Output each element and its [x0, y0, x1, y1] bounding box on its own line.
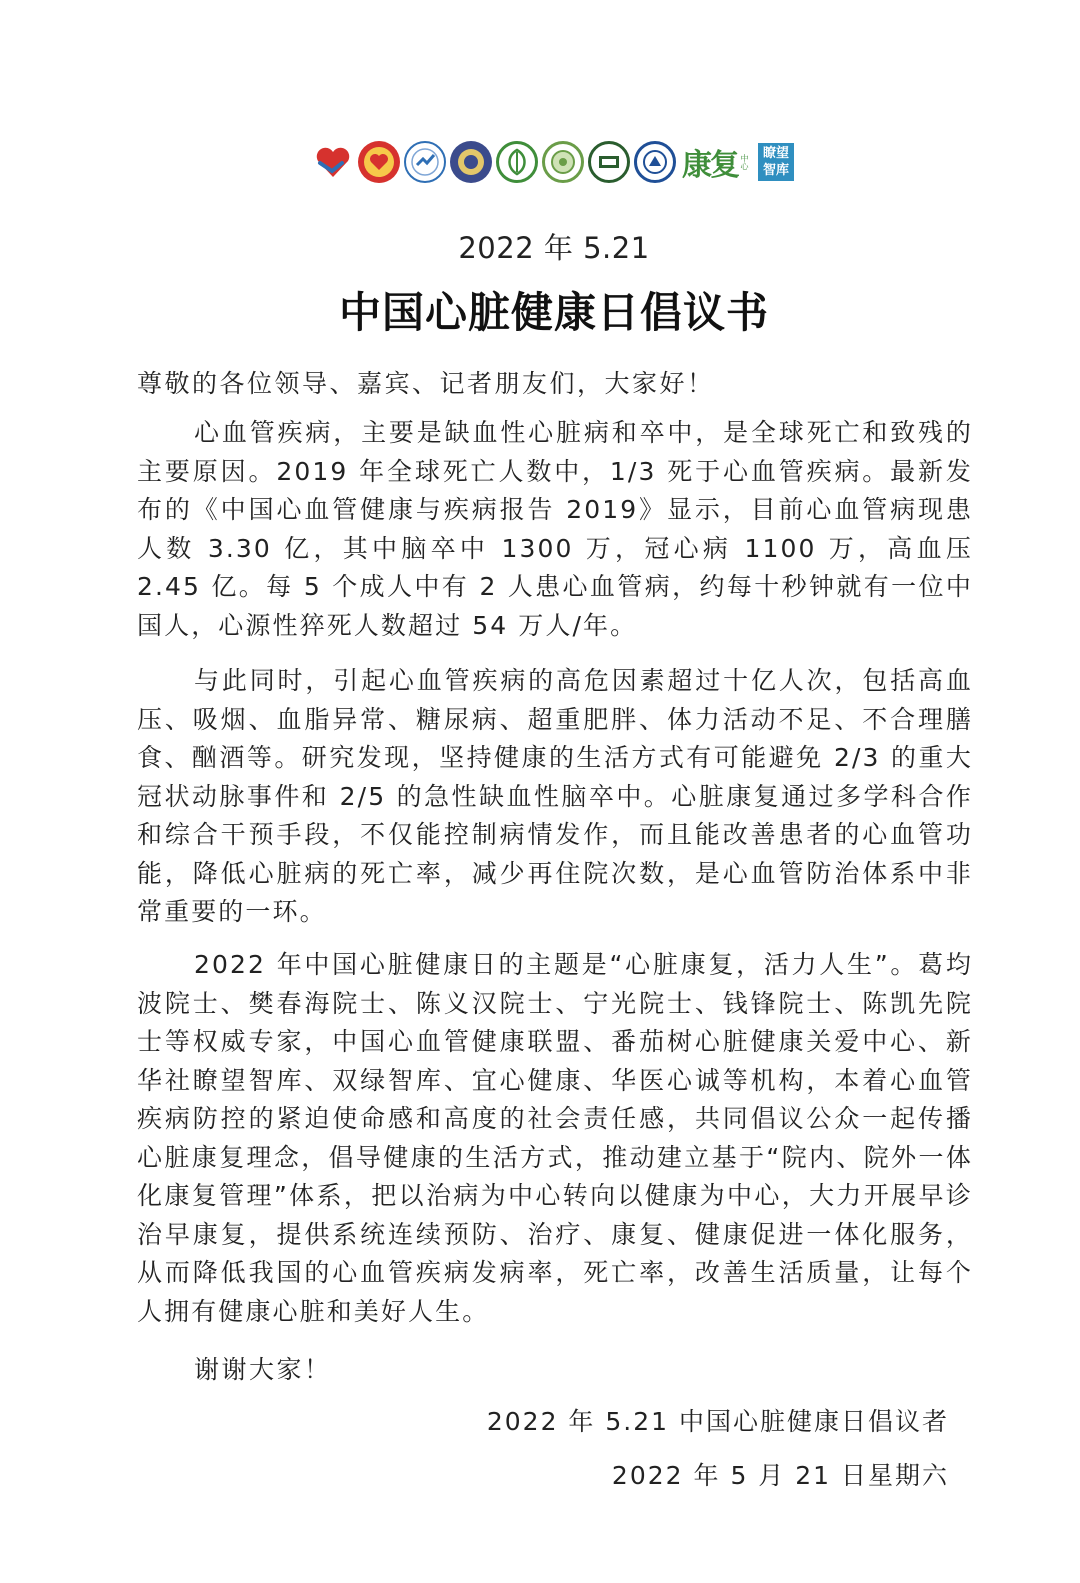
greeting: 尊敬的各位领导、嘉宾、记者朋友们，大家好！	[137, 369, 715, 398]
purple-seal-logo	[450, 141, 492, 183]
page-title: 中国心脏健康日倡议书	[338, 288, 769, 337]
signature: 2022 年 5.21 中国心脏健康日倡议者	[486, 1407, 949, 1436]
red-heart-badge-logo	[358, 141, 400, 183]
header-date: 2022 年 5.21	[458, 231, 650, 265]
kangfu-logo	[682, 141, 750, 183]
thanks: 谢谢大家！	[194, 1355, 332, 1384]
blue-university-seal-logo	[634, 141, 676, 183]
logo-strip	[312, 138, 802, 186]
paragraph-1: 心血管疾病，主要是缺血性心脏病和卒中，是全球死亡和致残的主要原因。2019 年全球死亡人数中，1/3 死于心血管疾病。最新发布的《中国心血管健康与疾病报告 2019》显示，目前心血管病现患人数 3.30 亿，其中脑卒中 1300 万，冠心病 1100 万，高血压 2.45 亿。每 5 个成人中有 2 人患心血管病，约每十秒钟就有一位中国人，心源性猝死人数超过 54 万人/年。	[137, 418, 973, 640]
paragraph-3: 2022 年中国心脏健康日的主题是“心脏康复，活力人生”。葛均波院士、樊春海院士、陈义汉院士、宁光院士、钱锋院士、陈凯先院士等权威专家，中国心血管健康联盟、番茄树心脏健康关爱中心、新华社瞭望智库、双绿智库、宜心健康、华医心诚等机构，本着心血管疾病防控的紧迫使命感和高度的社会责任感，共同倡议公众一起传播心脏康复理念，倡导健康的生活方式，推动建立基于“院内、院外一体化康复管理”体系，把以治病为中心转向以健康为中心，大力开展早诊治早康复，提供系统连续预防、治疗、康复、健康促进一体化服务，从而降低我国的心血管疾病发病率，死亡率，改善生活质量，让每个人拥有健康心脏和美好人生。	[137, 950, 973, 1326]
kangfu-logo-small: 中心	[740, 154, 749, 170]
paragraph-2: 与此同时，引起心血管疾病的高危因素超过十亿人次，包括高血压、吸烟、血脂异常、糖尿病、超重肥胖、体力活动不足、不合理膳食、酗酒等。研究发现，坚持健康的生活方式有可能避免 2/3 的重大冠状动脉事件和 2/5 的急性缺血性脑卒中。心脏康复通过多学科合作和综合干预手段，不仅能控制病情发作，而且能改善患者的心血管功能，降低心脏病的死亡率，减少再住院次数，是心血管防治体系中非常重要的一环。	[137, 666, 973, 926]
tomato-tree-seal-logo	[588, 141, 630, 183]
blue-emblem-logo	[404, 141, 446, 183]
liaowang-line-2: 智库	[762, 163, 789, 178]
liaowang-line-1: 瞭望	[762, 146, 789, 161]
kangfu-logo-text: 康复	[682, 148, 738, 183]
green-leaf-seal-logo	[496, 141, 538, 183]
green-circle-seal-logo	[542, 141, 584, 183]
liaowang-think-tank-logo	[758, 143, 794, 181]
signature-date: 2022 年 5 月 21 日星期六	[611, 1461, 949, 1490]
heart-hands-logo	[312, 141, 354, 183]
